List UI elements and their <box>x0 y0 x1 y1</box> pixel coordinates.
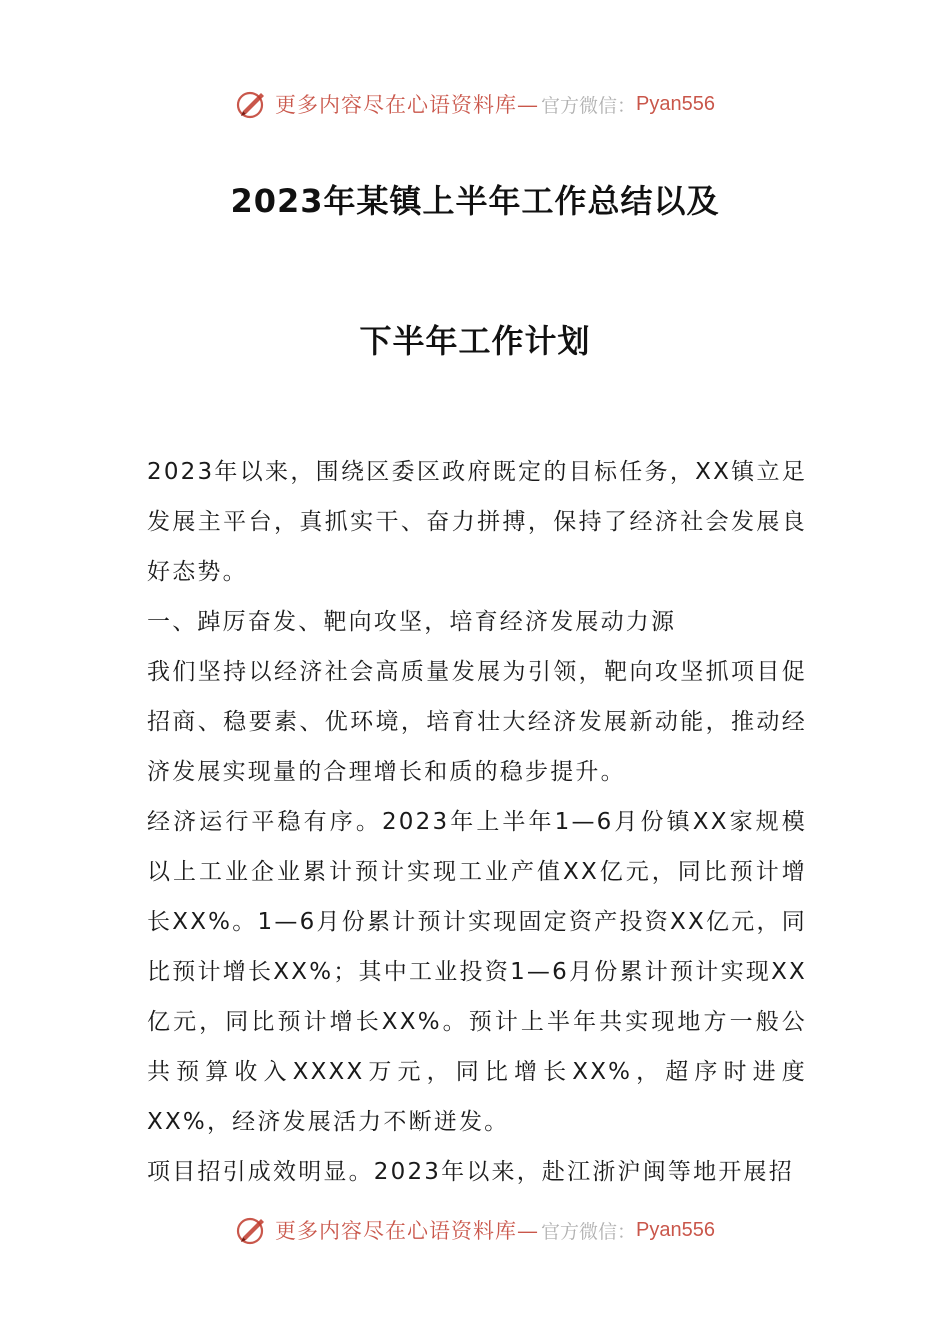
banner-text: 更多内容尽在心语资料库— <box>275 93 539 117</box>
body-paragraph: 项目招引成效明显。2023年以来，赴江浙沪闽等地开展招 <box>147 1159 794 1185</box>
document-title-line-1: 2023年某镇上半年工作总结以及 <box>230 182 720 220</box>
pen-circle-icon <box>235 1213 269 1247</box>
body-paragraph: 我们坚持以经济社会高质量发展为引领，靶向攻坚抓项目促招商、稳要素、优环境，培育壮大经济发展新动能，推动经济发展实现量的合理增长和质的稳步提升。 <box>147 659 807 785</box>
banner-wechat-label: 官方微信： <box>541 1220 637 1243</box>
banner-wechat-id: Pyan556 <box>636 1218 715 1241</box>
footer-watermark-banner <box>0 1210 950 1250</box>
body-paragraph: 经济运行平稳有序。2023年上半年1—6月份镇XX家规模以上工业企业累计预计实现工业产值XX亿元，同比预计增长XX%。1—6月份累计预计实现固定资产投资XX亿元，同比预计增长XX%；其中工业投资1—6月份累计预计实现XX亿元，同比预计增长XX%。预计上半年共实现地方一般公共预算收入XXXX万元，同比增长XX%，超序时进度XX%，经济发展活力不断迸发。 <box>147 809 807 1135</box>
header-watermark-banner <box>0 84 950 124</box>
document-body <box>147 447 807 1197</box>
section-heading: 一、踔厉奋发、靶向攻坚，培育经济发展动力源 <box>147 609 677 635</box>
banner-text: 更多内容尽在心语资料库— <box>275 1219 539 1243</box>
banner-wechat-id: Pyan556 <box>636 92 715 115</box>
pen-circle-icon <box>235 87 269 121</box>
banner-wechat-label: 官方微信： <box>541 94 637 117</box>
document-title-line-2: 下半年工作计划 <box>359 322 591 360</box>
intro-paragraph: 2023年以来，围绕区委区政府既定的目标任务，XX镇立足发展主平台，真抓实干、奋力拼搏，保持了经济社会发展良好态势。 <box>147 459 807 585</box>
